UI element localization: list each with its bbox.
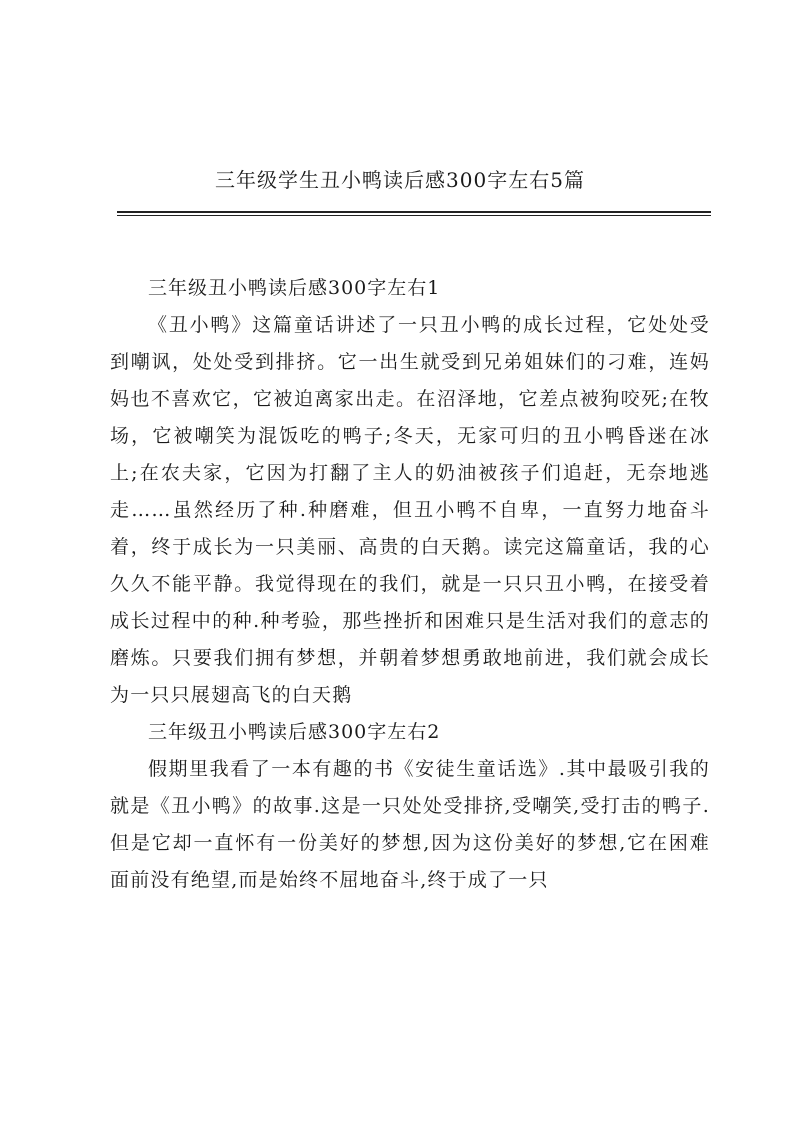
section-heading-2: 三年级丑小鸭读后感300字左右2 — [148, 721, 441, 743]
section-paragraph-1: 《丑小鸭》这篇童话讲述了一只丑小鸭的成长过程，它处处受到嘲讽，处处受到排挤。它一出生就受到兄弟姐妹们的刁难，连妈妈也不喜欢它，它被迫离家出走。在沼泽地，它差点被狗咬死;在牧场，它被嘲笑为混饭吃的鸭子;冬天，无家可归的丑小鸭昏迷在冰上;在农夫家，它因为打翻了主人的奶油被孩子们追赶，无奈地逃走……虽然经历了种.种磨难，但丑小鸭不自卑，一直努力地奋斗着，终于成长为一只美丽、高贵的白天鹅。读完这篇童话，我的心久久不能平静。我觉得现在的我们，就是一只只丑小鸭，在接受着成长过程中的种.种考验，那些挫折和困难只是生活对我们的意志的磨炼。只要我们拥有梦想，并朝着梦想勇敢地前进，我们就会成长为一只只展翅高飞的白天鹅 — [110, 314, 710, 706]
title-divider-thin — [117, 215, 711, 216]
section-heading-1: 三年级丑小鸭读后感300字左右1 — [148, 277, 441, 299]
section-paragraph-2: 假期里我看了一本有趣的书《安徒生童话选》.其中最吸引我的就是《丑小鸭》的故事.这是一只处处受排挤,受嘲笑,受打击的鸭子.但是它却一直怀有一份美好的梦想,因为这份美好的梦想,它在困难面前没有绝望,而是始终不屈地奋斗,终于成了一只 — [110, 758, 710, 891]
document-title: 三年级学生丑小鸭读后感300字左右5篇 — [215, 168, 585, 192]
title-divider-thick — [117, 211, 711, 213]
document-body — [110, 270, 710, 899]
